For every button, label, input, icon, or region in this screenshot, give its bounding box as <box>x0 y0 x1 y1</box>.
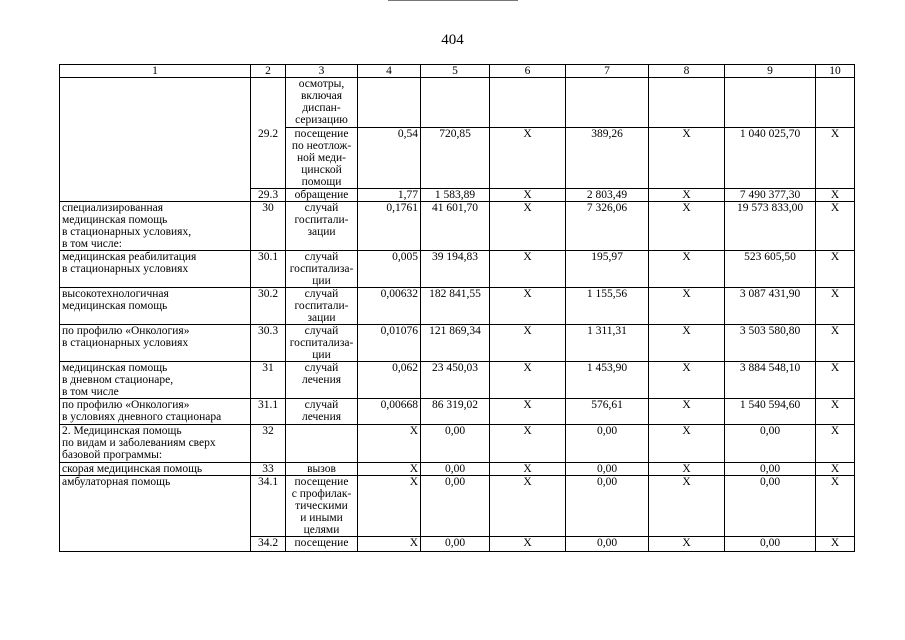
row-code-cell: 34.1 <box>251 476 286 537</box>
value-cell: 1 540 594,60 <box>725 399 816 425</box>
value-cell: Х <box>358 425 421 463</box>
value-cell: 0,00 <box>566 476 649 537</box>
table-row <box>60 202 855 251</box>
value-cell <box>490 78 566 128</box>
table-row <box>60 399 855 425</box>
value-cell: 19 573 833,00 <box>725 202 816 251</box>
value-cell: 0,54 <box>358 128 421 189</box>
value-cell: Х <box>490 325 566 362</box>
row-name-cell <box>60 189 251 202</box>
value-cell: Х <box>490 537 566 552</box>
unit-cell: посещение по неотлож- ной меди- цинской помощи <box>286 128 358 189</box>
row-name-cell <box>60 537 251 552</box>
value-cell: 389,26 <box>566 128 649 189</box>
value-cell: Х <box>649 463 725 476</box>
value-cell: 0,062 <box>358 362 421 399</box>
row-name-cell: амбулаторная помощь <box>60 476 251 537</box>
value-cell: 0,01076 <box>358 325 421 362</box>
table-row <box>60 425 855 463</box>
value-cell: 182 841,55 <box>421 288 490 325</box>
value-cell: Х <box>490 476 566 537</box>
row-code-cell: 29.2 <box>251 128 286 189</box>
data-table <box>59 64 855 552</box>
value-cell: Х <box>649 128 725 189</box>
row-name-cell: 2. Медицинская помощь по видам и заболеваниям сверх базовой программы: <box>60 425 251 463</box>
value-cell: 39 194,83 <box>421 251 490 288</box>
column-number-row <box>60 65 855 78</box>
row-name-cell <box>60 128 251 189</box>
value-cell: 0,00 <box>421 463 490 476</box>
value-cell: Х <box>816 425 855 463</box>
value-cell: Х <box>816 202 855 251</box>
value-cell: 1,77 <box>358 189 421 202</box>
value-cell: Х <box>649 251 725 288</box>
table-row <box>60 463 855 476</box>
value-cell: 7 490 377,30 <box>725 189 816 202</box>
value-cell <box>566 78 649 128</box>
column-number: 8 <box>649 65 725 78</box>
column-number: 10 <box>816 65 855 78</box>
unit-cell <box>286 425 358 463</box>
value-cell: Х <box>649 425 725 463</box>
row-name-cell <box>60 78 251 128</box>
column-number: 3 <box>286 65 358 78</box>
unit-cell: посещение с профилак- тическими и иными целями <box>286 476 358 537</box>
value-cell: 0,00 <box>725 537 816 552</box>
unit-cell: вызов <box>286 463 358 476</box>
value-cell: Х <box>490 425 566 463</box>
row-name-cell: медицинская реабилитация в стационарных условиях <box>60 251 251 288</box>
unit-cell: случай госпитализа- ции <box>286 251 358 288</box>
value-cell: 3 087 431,90 <box>725 288 816 325</box>
table-row <box>60 537 855 552</box>
value-cell: Х <box>816 362 855 399</box>
unit-cell: посещение <box>286 537 358 552</box>
value-cell: 0,00 <box>725 463 816 476</box>
value-cell: Х <box>490 288 566 325</box>
column-number: 1 <box>60 65 251 78</box>
value-cell: Х <box>490 362 566 399</box>
value-cell: 3 884 548,10 <box>725 362 816 399</box>
row-code-cell: 34.2 <box>251 537 286 552</box>
row-code-cell: 32 <box>251 425 286 463</box>
value-cell: Х <box>490 128 566 189</box>
value-cell: Х <box>358 463 421 476</box>
column-number: 4 <box>358 65 421 78</box>
value-cell: 23 450,03 <box>421 362 490 399</box>
value-cell: Х <box>490 202 566 251</box>
row-name-cell: по профилю «Онкология» в стационарных условиях <box>60 325 251 362</box>
row-name-cell: специализированная медицинская помощь в стационарных условиях, в том числе: <box>60 202 251 251</box>
value-cell: 576,61 <box>566 399 649 425</box>
column-number: 5 <box>421 65 490 78</box>
value-cell: Х <box>649 537 725 552</box>
row-name-cell: по профилю «Онкология» в условиях дневного стационара <box>60 399 251 425</box>
value-cell: Х <box>816 325 855 362</box>
value-cell: Х <box>358 476 421 537</box>
row-code-cell <box>251 78 286 128</box>
value-cell: 1 040 025,70 <box>725 128 816 189</box>
row-name-cell: высокотехнологичная медицинская помощь <box>60 288 251 325</box>
value-cell: Х <box>816 288 855 325</box>
value-cell: 720,85 <box>421 128 490 189</box>
row-code-cell: 30.1 <box>251 251 286 288</box>
table-row <box>60 362 855 399</box>
value-cell: Х <box>490 251 566 288</box>
value-cell: Х <box>649 362 725 399</box>
value-cell: 1 155,56 <box>566 288 649 325</box>
table-row <box>60 325 855 362</box>
unit-cell: случай госпитализа- ции <box>286 325 358 362</box>
unit-cell: случай лечения <box>286 399 358 425</box>
unit-cell: случай лечения <box>286 362 358 399</box>
value-cell: 1 583,89 <box>421 189 490 202</box>
value-cell <box>725 78 816 128</box>
unit-cell: случай госпитали- зации <box>286 202 358 251</box>
table-row <box>60 288 855 325</box>
value-cell: 0,00 <box>566 463 649 476</box>
value-cell: 3 503 580,80 <box>725 325 816 362</box>
unit-cell: осмотры, включая диспан- серизацию <box>286 78 358 128</box>
row-code-cell: 31 <box>251 362 286 399</box>
value-cell: Х <box>649 325 725 362</box>
table-row <box>60 128 855 189</box>
value-cell: Х <box>649 399 725 425</box>
column-number: 2 <box>251 65 286 78</box>
unit-cell: случай госпитали- зации <box>286 288 358 325</box>
value-cell: 0,00 <box>725 425 816 463</box>
value-cell: 121 869,34 <box>421 325 490 362</box>
value-cell: 7 326,06 <box>566 202 649 251</box>
value-cell: 0,005 <box>358 251 421 288</box>
table-row <box>60 189 855 202</box>
value-cell: 0,00668 <box>358 399 421 425</box>
value-cell: Х <box>649 202 725 251</box>
value-cell: Х <box>816 399 855 425</box>
row-name-cell: скорая медицинская помощь <box>60 463 251 476</box>
value-cell: Х <box>816 463 855 476</box>
value-cell: 0,00 <box>566 425 649 463</box>
value-cell: 2 803,49 <box>566 189 649 202</box>
value-cell: 0,00 <box>421 476 490 537</box>
row-code-cell: 29.3 <box>251 189 286 202</box>
value-cell: 523 605,50 <box>725 251 816 288</box>
value-cell: 195,97 <box>566 251 649 288</box>
value-cell: Х <box>816 537 855 552</box>
row-code-cell: 30.3 <box>251 325 286 362</box>
row-code-cell: 30 <box>251 202 286 251</box>
value-cell: Х <box>490 189 566 202</box>
value-cell: 0,00632 <box>358 288 421 325</box>
table-row <box>60 78 855 128</box>
value-cell: Х <box>816 189 855 202</box>
column-number: 6 <box>490 65 566 78</box>
value-cell: 1 311,31 <box>566 325 649 362</box>
column-number: 9 <box>725 65 816 78</box>
row-name-cell: медицинская помощь в дневном стационаре, в том числе <box>60 362 251 399</box>
table-row <box>60 476 855 537</box>
value-cell: Х <box>490 399 566 425</box>
value-cell: Х <box>358 537 421 552</box>
value-cell: Х <box>649 476 725 537</box>
value-cell <box>816 78 855 128</box>
value-cell: 0,1761 <box>358 202 421 251</box>
value-cell: 41 601,70 <box>421 202 490 251</box>
value-cell: Х <box>649 189 725 202</box>
value-cell: Х <box>816 476 855 537</box>
table-row <box>60 251 855 288</box>
row-code-cell: 31.1 <box>251 399 286 425</box>
value-cell: 0,00 <box>421 425 490 463</box>
row-code-cell: 30.2 <box>251 288 286 325</box>
value-cell: 0,00 <box>566 537 649 552</box>
value-cell <box>421 78 490 128</box>
unit-cell: обращение <box>286 189 358 202</box>
value-cell <box>358 78 421 128</box>
value-cell: Х <box>490 463 566 476</box>
value-cell <box>649 78 725 128</box>
value-cell: Х <box>816 128 855 189</box>
value-cell: Х <box>816 251 855 288</box>
scan-top-line <box>388 0 518 1</box>
column-number: 7 <box>566 65 649 78</box>
value-cell: 0,00 <box>725 476 816 537</box>
value-cell: 0,00 <box>421 537 490 552</box>
value-cell: Х <box>649 288 725 325</box>
page-number: 404 <box>441 32 464 48</box>
row-code-cell: 33 <box>251 463 286 476</box>
value-cell: 86 319,02 <box>421 399 490 425</box>
value-cell: 1 453,90 <box>566 362 649 399</box>
